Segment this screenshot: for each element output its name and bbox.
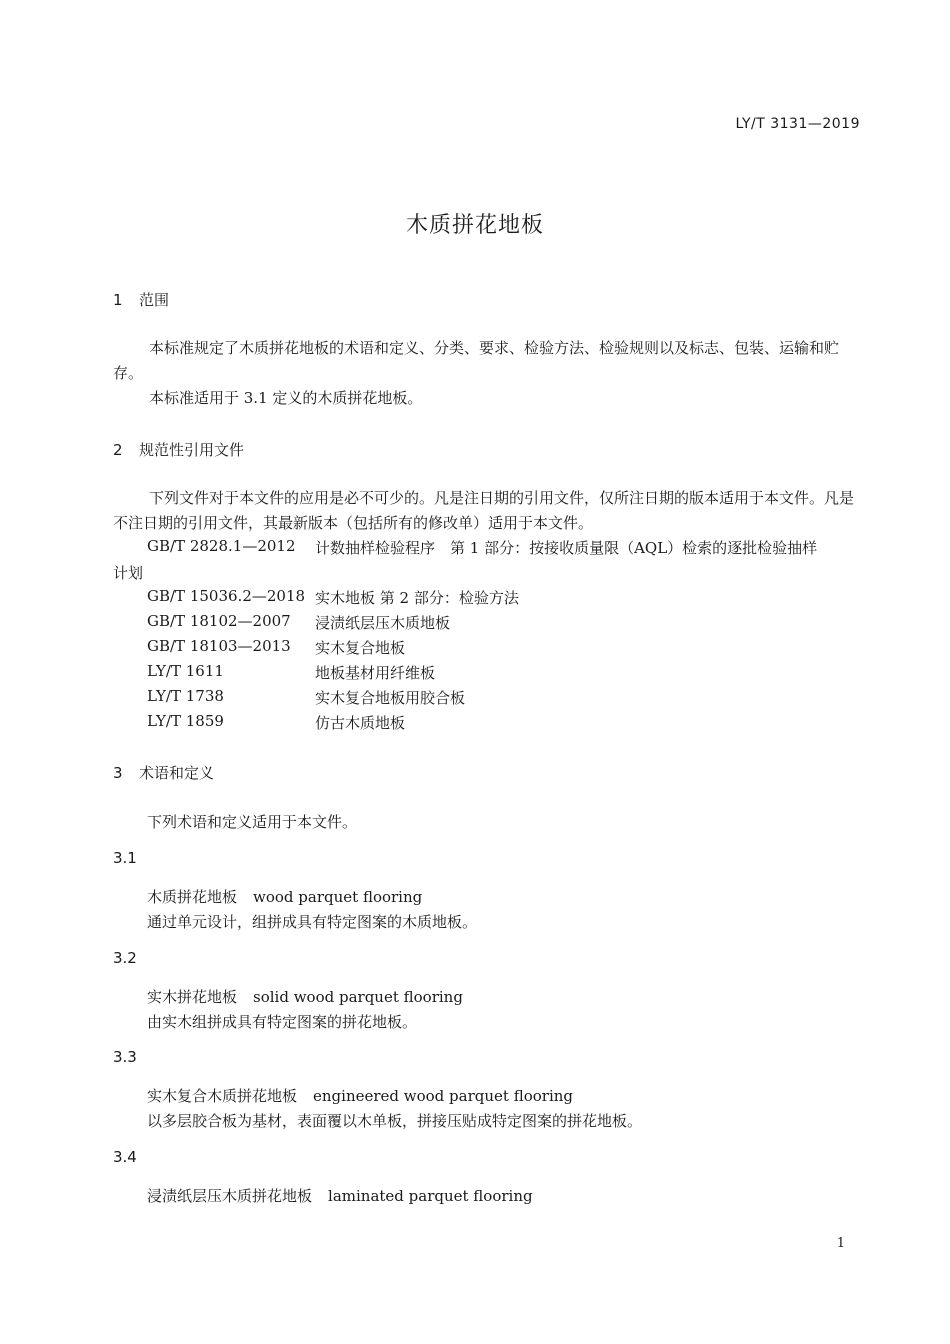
term-number: 3.1 [113,849,137,867]
term-chinese: 实木拼花地板 [147,988,238,1006]
paragraph: 下列文件对于本文件的应用是必不可少的。凡是注日期的引用文件，仅所注日期的版本适用于本文件。凡是不注日期的引用文件，其最新版本（包括所有的修改单）适用于本文件。 [113,489,855,532]
reference-title-continuation: 计划 [113,564,144,582]
term-english: solid wood parquet flooring [253,988,463,1006]
section-number: 3 [113,764,123,782]
term-definition: 以多层胶合板为基材，表面覆以木单板，拼接压贴成特定图案的拼花地板。 [147,1112,643,1130]
section-title: 术语和定义 [139,764,215,782]
section-title: 规范性引用文件 [139,441,245,459]
reference-title: 实木复合地板 [315,639,406,657]
term-chinese: 木质拼花地板 [147,888,238,906]
reference-title: 地板基材用纤维板 [315,664,436,682]
standard-code: LY/T 3131—2019 [735,116,860,132]
term-entry [147,1085,573,1106]
reference-title: 实木地板 第 2 部分：检验方法 [315,589,519,607]
term-chinese: 浸渍纸层压木质拼花地板 [147,1187,313,1205]
term-entry [147,886,422,907]
reference-code: LY/T 1738 [147,687,224,705]
term-english: wood parquet flooring [253,888,423,906]
term-definition: 由实木组拼成具有特定图案的拼花地板。 [147,1013,418,1031]
reference-code: LY/T 1611 [147,662,224,680]
reference-code: GB/T 15036.2—2018 [147,587,306,605]
term-definition: 通过单元设计，组拼成具有特定图案的木质地板。 [147,913,478,931]
reference-title: 计数抽样检验程序 第 1 部分：按接收质量限（AQL）检索的逐批检验抽样 [315,539,818,557]
term-english: laminated parquet flooring [328,1187,533,1205]
term-entry [147,986,463,1007]
term-number: 3.4 [113,1148,137,1166]
reference-code: GB/T 18103—2013 [147,637,291,655]
section-number: 2 [113,441,123,459]
term-chinese: 实木复合木质拼花地板 [147,1087,298,1105]
document-title: 木质拼花地板 [405,213,544,238]
term-english: engineered wood parquet flooring [313,1087,574,1105]
term-entry [147,1185,533,1206]
reference-code: GB/T 2828.1—2012 [147,537,296,555]
term-number: 3.2 [113,949,137,967]
paragraph: 本标准规定了木质拼花地板的术语和定义、分类、要求、检验方法、检验规则以及标志、包装、运输和贮存。 [113,339,840,382]
section-number: 1 [113,291,123,309]
page-number: 1 [836,1236,845,1251]
term-number: 3.3 [113,1048,137,1066]
reference-code: LY/T 1859 [147,712,224,730]
section-heading [113,289,169,310]
section-title: 范围 [139,291,170,309]
reference-title: 浸渍纸层压木质地板 [315,614,451,632]
section-heading [113,762,214,783]
reference-title: 实木复合地板用胶合板 [315,689,466,707]
reference-title: 仿古木质地板 [315,714,406,732]
paragraph: 本标准适用于 3.1 定义的木质拼花地板。 [149,389,423,407]
section-heading [113,439,244,460]
reference-code: GB/T 18102—2007 [147,612,291,630]
paragraph: 下列术语和定义适用于本文件。 [147,813,358,831]
